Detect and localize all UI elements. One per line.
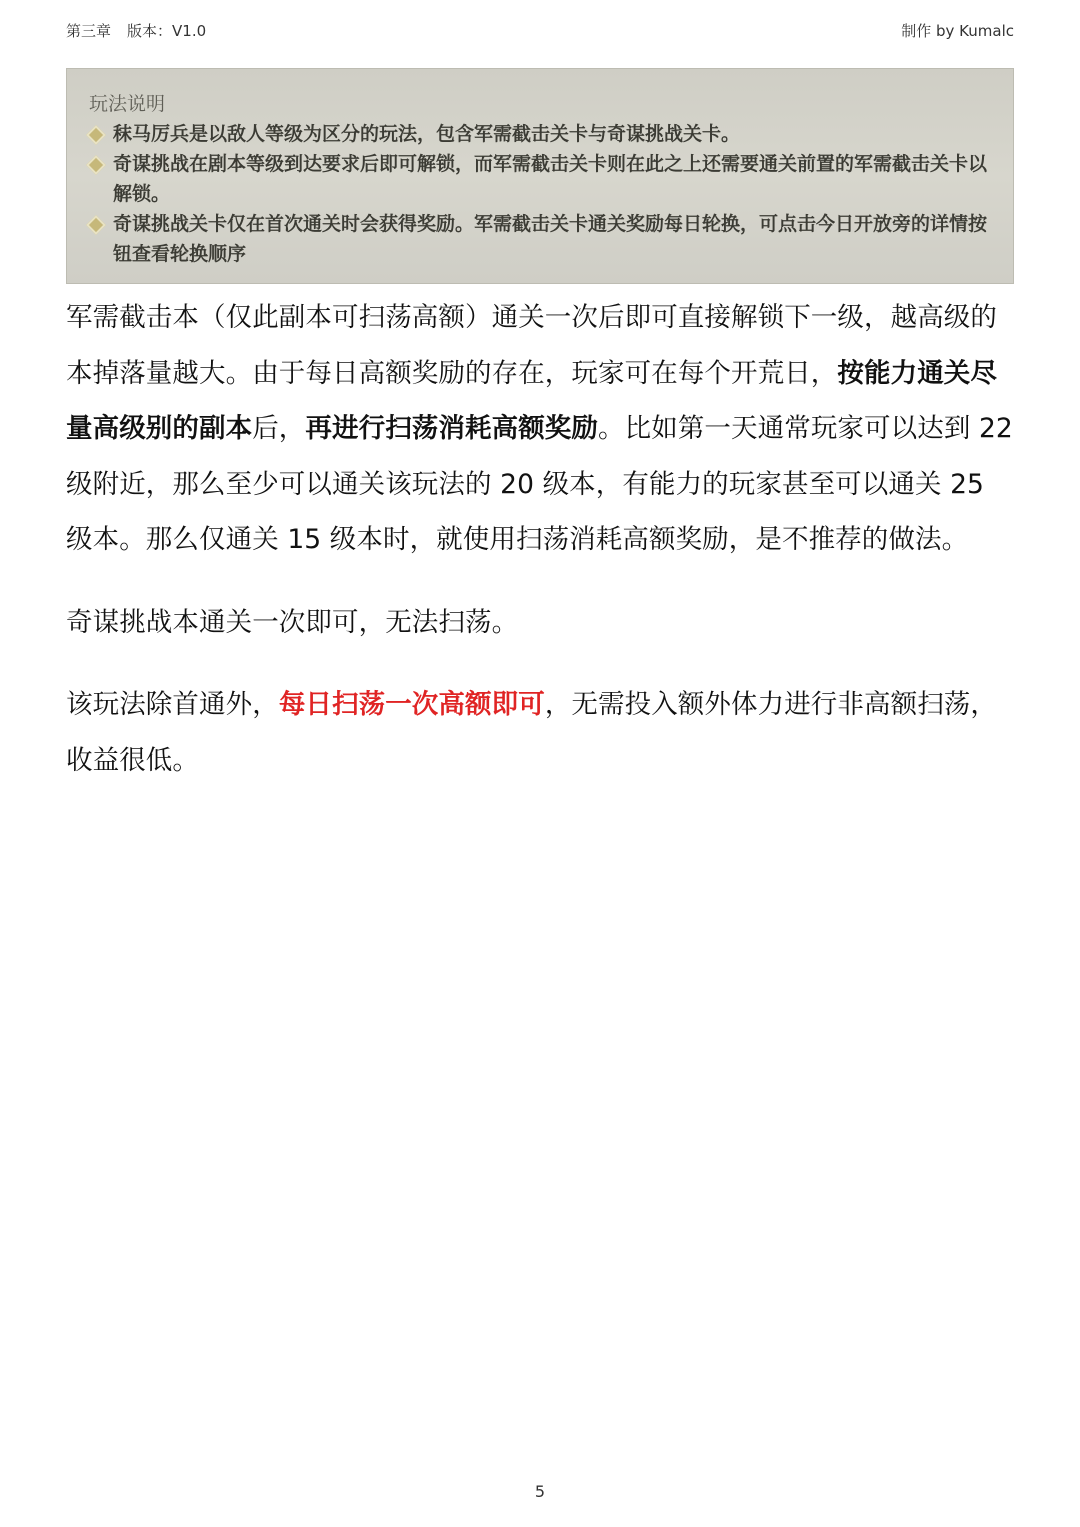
rule-item bbox=[89, 149, 993, 209]
diamond-bullet-icon bbox=[86, 155, 106, 175]
diamond-bullet-icon bbox=[86, 125, 106, 145]
paragraph-sweep-advice bbox=[66, 677, 1016, 788]
page-header bbox=[66, 20, 1014, 44]
rule-text: 奇谋挑战关卡仅在首次通关时会获得奖励。军需截击关卡通关奖励每日轮换，可点击今日开放旁的详情按钮查看轮换顺序 bbox=[113, 213, 988, 265]
paragraph-text: ，无需投入额外体力进行非高额扫荡，收益很低。 bbox=[66, 689, 998, 776]
paragraph-strategy-challenge: 奇谋挑战本通关一次即可，无法扫荡。 bbox=[66, 606, 519, 638]
red-emphasis: 每日扫荡一次高额即可 bbox=[278, 689, 545, 720]
paragraph-supply-raid bbox=[66, 290, 1016, 568]
version-label: 版本：V1.0 bbox=[127, 22, 207, 40]
rule-text: 秣马厉兵是以敌人等级为区分的玩法，包含军需截击关卡与奇谋挑战关卡。 bbox=[113, 123, 741, 145]
gameplay-rules-screenshot bbox=[66, 68, 1014, 284]
page-number: 5 bbox=[534, 1482, 546, 1501]
bold-emphasis: 再进行扫荡消耗高额奖励 bbox=[305, 413, 599, 444]
chapter-label: 第三章 bbox=[66, 22, 112, 40]
author-label: 制作 by Kumalc bbox=[901, 22, 1014, 40]
rule-item bbox=[89, 209, 993, 269]
paragraph-text: 。比如第一天通常玩家可以达到 22 级附近，那么至少可以通关该玩法的 20 级本，有能力的玩家甚至可以通关 25 级本。那么仅通关 15 级本时，就使用扫荡消耗高额奖励，是不推荐的做法。 bbox=[66, 413, 1013, 555]
diamond-bullet-icon bbox=[86, 215, 106, 235]
paragraph-spacer bbox=[66, 650, 1016, 677]
paragraph-text: 该玩法除首通外， bbox=[66, 689, 279, 720]
main-content bbox=[66, 290, 1016, 788]
header-left bbox=[66, 20, 206, 41]
bold-emphasis: 按能力通关尽量高级别的副本 bbox=[66, 357, 998, 444]
rule-text: 奇谋挑战在剧本等级到达要求后即可解锁，而军需截击关卡则在此之上还需要通关前置的军需截击关卡以解锁。 bbox=[113, 153, 988, 205]
rule-item bbox=[89, 119, 993, 149]
paragraph-text: 军需截击本（仅此副本可扫荡高额）通关一次后即可直接解锁下一级，越高级的本掉落量越大。由于每日高额奖励的存在，玩家可在每个开荒日， bbox=[66, 302, 997, 389]
rules-title: 玩法说明 bbox=[89, 93, 166, 115]
paragraph-text: 后， bbox=[252, 413, 306, 444]
paragraph-spacer bbox=[66, 568, 1016, 595]
